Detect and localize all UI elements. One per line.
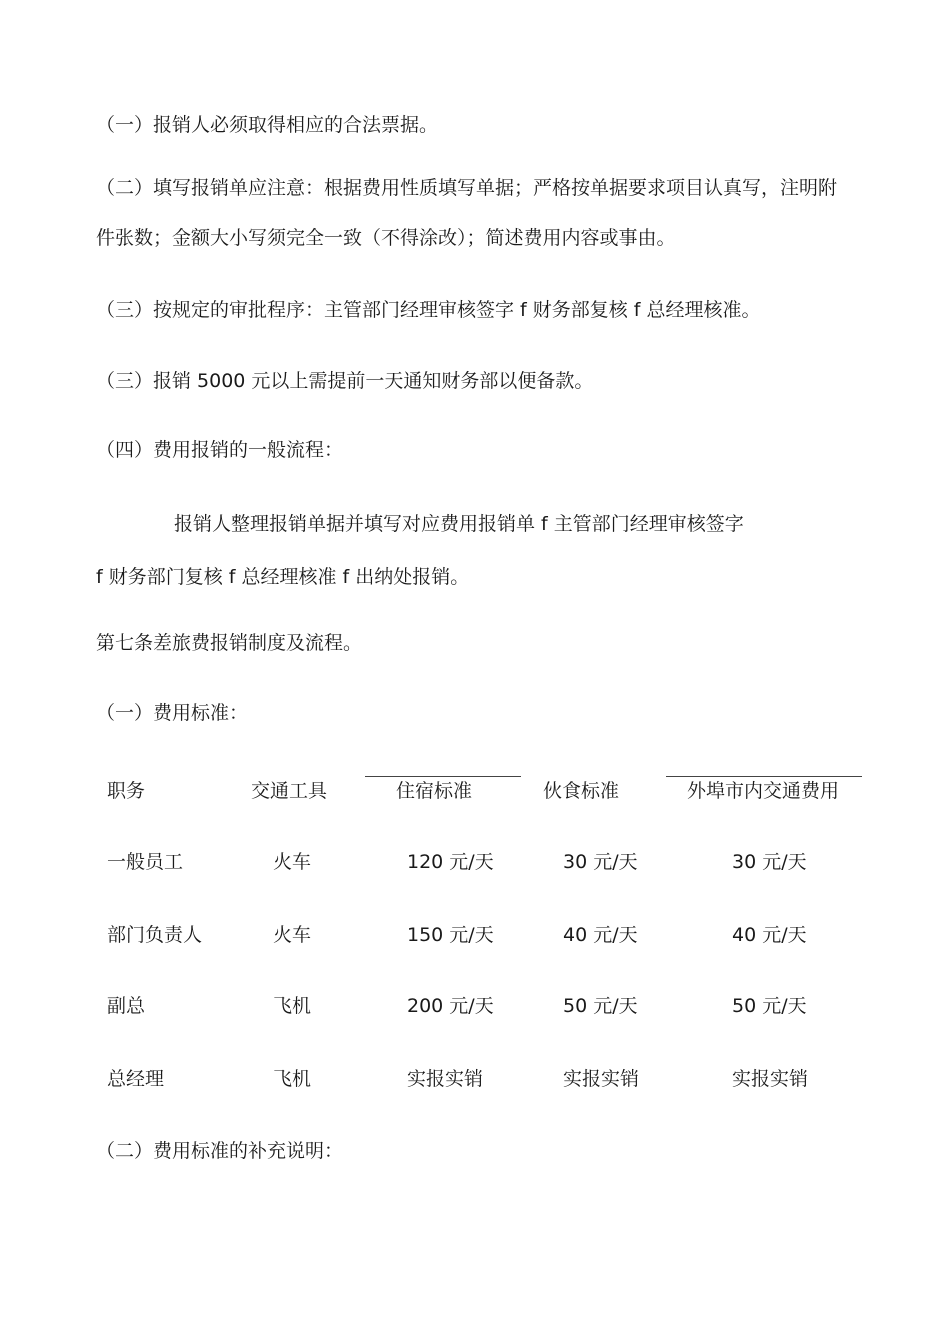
cell-transport: 飞机 [273,995,312,1017]
cell-lodging: 120 元/天 [407,851,494,873]
header-rule-lodging [365,776,521,777]
header-lodging: 住宿标准 [396,780,473,802]
para-3: （三）按规定的审批程序：主管部门经理审核签字 f 财务部复核 f 总经理核准。 [96,299,761,321]
cell-meals: 40 元/天 [563,924,638,946]
cell-position: 副总 [107,995,146,1017]
cell-transport: 火车 [273,924,312,946]
cell-local-transport: 实报实销 [732,1068,809,1090]
header-position: 职务 [107,780,146,802]
cell-meals: 30 元/天 [563,851,638,873]
cell-position: 部门负责人 [107,924,203,946]
header-rule-local-transport [666,776,862,777]
cell-local-transport: 50 元/天 [732,995,807,1017]
para-1: （一）报销人必须取得相应的合法票据。 [96,114,439,136]
para-8: （一）费用标准： [96,702,249,724]
cell-transport: 火车 [273,851,312,873]
cell-transport: 飞机 [273,1068,312,1090]
para-4: （三）报销 5000 元以上需提前一天通知财务部以便备款。 [96,370,594,392]
para-6-line-1: 报销人整理报销单据并填写对应费用报销单 f 主管部门经理审核签字 [174,513,744,535]
header-local-transport: 外埠市内交通费用 [687,780,840,802]
para-2-line-1: （二）填写报销单应注意：根据费用性质填写单据；严格按单据要求项目认真写，注明附 [96,177,838,199]
para-6-line-2: f 财务部门复核 f 总经理核准 f 出纳处报销。 [96,566,470,588]
cell-meals: 实报实销 [563,1068,640,1090]
para-7-article-heading: 第七条差旅费报销制度及流程。 [96,632,363,654]
cell-lodging: 实报实销 [407,1068,484,1090]
para-5: （四）费用报销的一般流程： [96,439,344,461]
header-transport: 交通工具 [251,780,328,802]
cell-local-transport: 30 元/天 [732,851,807,873]
header-meals: 伙食标准 [543,780,620,802]
para-9: （二）费用标准的补充说明： [96,1140,344,1162]
cell-local-transport: 40 元/天 [732,924,807,946]
cell-position: 一般员工 [107,851,184,873]
cell-meals: 50 元/天 [563,995,638,1017]
cell-lodging: 200 元/天 [407,995,494,1017]
para-2-line-2: 件张数；金额大小写须完全一致（不得涂改）；简述费用内容或事由。 [96,227,676,249]
cell-lodging: 150 元/天 [407,924,494,946]
cell-position: 总经理 [107,1068,165,1090]
